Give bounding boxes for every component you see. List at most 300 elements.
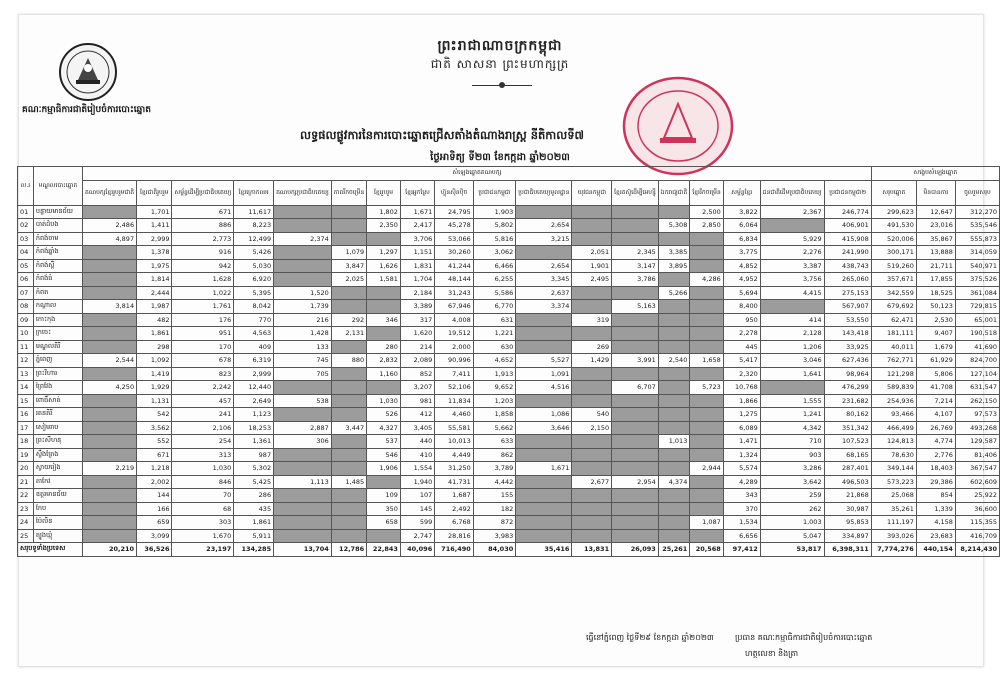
vote-cell: 2,850 (690, 219, 723, 233)
shaded-cell (658, 408, 690, 422)
vote-cell: 852 (400, 367, 434, 381)
vote-cell: 3,345 (516, 273, 572, 287)
shaded-cell (612, 435, 659, 449)
vote-cell: 18,403 (916, 462, 955, 476)
col-header-total-3: ចូលរួមសរុប (955, 180, 999, 205)
shaded-cell (516, 448, 572, 462)
vote-cell: 519,260 (871, 259, 916, 273)
shaded-cell (612, 219, 659, 233)
vote-cell: 4,107 (916, 408, 955, 422)
shaded-cell (572, 394, 612, 408)
vote-cell: 440 (400, 435, 434, 449)
shaded-cell (658, 205, 690, 219)
shaded-cell (367, 529, 401, 543)
row-number: 24 (18, 516, 34, 530)
table-row (18, 394, 1000, 408)
row-number: 11 (18, 340, 34, 354)
row-number: 25 (18, 529, 34, 543)
vote-cell: 1,022 (172, 286, 234, 300)
vote-cell: 286 (234, 489, 274, 503)
table-row (18, 273, 1000, 287)
vote-cell: 2,999 (234, 367, 274, 381)
vote-cell: 280 (367, 340, 401, 354)
vote-cell: 1,555 (760, 394, 824, 408)
vote-cell: 6,707 (612, 381, 659, 395)
total-cell: 23,197 (172, 543, 234, 557)
vote-cell: 214 (400, 340, 434, 354)
vote-cell: 2,999 (137, 232, 172, 246)
vote-cell: 2,350 (367, 219, 401, 233)
shaded-cell (331, 448, 366, 462)
shaded-cell (658, 232, 690, 246)
vote-cell: 121,298 (871, 367, 916, 381)
vote-cell: 6,466 (473, 259, 515, 273)
vote-cell: 41,731 (435, 475, 474, 489)
vote-cell: 630 (473, 340, 515, 354)
vote-cell: 457 (172, 394, 234, 408)
vote-cell: 659 (137, 516, 172, 530)
vote-cell: 2,747 (400, 529, 434, 543)
shaded-cell (367, 381, 401, 395)
shaded-cell (612, 529, 659, 543)
table-row (18, 489, 1000, 503)
province-name: ឧត្តរមានជ័យ (33, 489, 82, 503)
vote-cell: 26,769 (916, 421, 955, 435)
shaded-cell (274, 273, 332, 287)
shaded-cell (331, 462, 366, 476)
shaded-cell (658, 448, 690, 462)
vote-cell: 493,268 (955, 421, 999, 435)
shaded-cell (82, 421, 136, 435)
kingdom-heading: ព្រះរាជាណាចក្រកម្ពុជា (437, 38, 563, 54)
table-row (18, 232, 1000, 246)
vote-cell: 4,008 (435, 313, 474, 327)
row-number: 02 (18, 219, 34, 233)
vote-cell: 496,503 (824, 475, 871, 489)
province-name: តាកែវ (33, 475, 82, 489)
table-total-row (18, 543, 1000, 557)
vote-cell: 987 (234, 448, 274, 462)
shaded-cell (572, 232, 612, 246)
vote-cell: 2,131 (331, 327, 366, 341)
vote-cell: 4,652 (473, 354, 515, 368)
row-number: 05 (18, 259, 34, 273)
shaded-cell (690, 327, 723, 341)
row-number: 14 (18, 381, 34, 395)
vote-cell: 2,219 (82, 462, 136, 476)
vote-cell: 466,499 (871, 421, 916, 435)
vote-cell: 1,203 (473, 394, 515, 408)
shaded-cell (572, 300, 612, 314)
shaded-cell (274, 408, 332, 422)
vote-cell: 3,046 (760, 354, 824, 368)
vote-cell: 3,814 (82, 300, 136, 314)
row-number: 21 (18, 475, 34, 489)
shaded-cell (516, 340, 572, 354)
vote-cell: 872 (473, 516, 515, 530)
total-cell: 25,261 (658, 543, 690, 557)
vote-cell: 3,215 (516, 232, 572, 246)
vote-cell: 5,527 (516, 354, 572, 368)
vote-cell: 361,084 (955, 286, 999, 300)
vote-cell: 254,936 (871, 394, 916, 408)
vote-cell: 862 (473, 448, 515, 462)
row-number: 23 (18, 502, 34, 516)
vote-cell: 145 (400, 502, 434, 516)
total-cell: 134,285 (234, 543, 274, 557)
vote-cell: 3,447 (331, 421, 366, 435)
vote-cell: 770 (234, 313, 274, 327)
shaded-cell (690, 286, 723, 300)
col-header-party-16: សម្ព័ន្ធខ្មែរ (723, 180, 760, 205)
vote-cell: 4,342 (760, 421, 824, 435)
shaded-cell (331, 408, 366, 422)
table-row (18, 205, 1000, 219)
vote-cell: 1,113 (274, 475, 332, 489)
vote-cell: 5,266 (658, 286, 690, 300)
shaded-cell (274, 448, 332, 462)
vote-cell: 1,378 (137, 246, 172, 260)
vote-cell: 23,016 (916, 219, 955, 233)
vote-cell: 10,013 (435, 435, 474, 449)
vote-cell: 4,897 (82, 232, 136, 246)
total-cell: 20,568 (690, 543, 723, 557)
vote-cell: 317 (400, 313, 434, 327)
shaded-cell (572, 516, 612, 530)
shaded-cell (572, 205, 612, 219)
footer-place-date: ធ្វើនៅភ្នំពេញ ថ្ងៃទី២៩ ខែកក្កដា ឆ្នាំ២០២៣ (586, 633, 714, 642)
table-row (18, 327, 1000, 341)
vote-cell: 155 (473, 489, 515, 503)
vote-cell: 109 (367, 489, 401, 503)
vote-cell: 1,671 (516, 462, 572, 476)
vote-cell: 538 (274, 394, 332, 408)
vote-cell: 1,131 (137, 394, 172, 408)
vote-cell: 1,802 (367, 205, 401, 219)
vote-cell: 631,547 (955, 381, 999, 395)
shaded-cell (82, 529, 136, 543)
shaded-cell (516, 475, 572, 489)
province-name: ព្រះសីហនុ (33, 435, 82, 449)
shaded-cell (612, 232, 659, 246)
shaded-cell (658, 367, 690, 381)
shaded-cell (82, 489, 136, 503)
vote-cell: 1,671 (400, 205, 434, 219)
shaded-cell (516, 502, 572, 516)
vote-cell: 7,214 (916, 394, 955, 408)
vote-cell: 2,276 (760, 246, 824, 260)
vote-cell: 4,442 (473, 475, 515, 489)
shaded-cell (612, 516, 659, 530)
vote-cell: 5,694 (723, 286, 760, 300)
total-cell: 35,416 (516, 543, 572, 557)
table-row (18, 340, 1000, 354)
vote-cell: 50,123 (916, 300, 955, 314)
vote-cell: 5,395 (234, 286, 274, 300)
vote-cell: 2,776 (916, 448, 955, 462)
vote-cell: 1,485 (331, 475, 366, 489)
shaded-cell (612, 462, 659, 476)
vote-cell: 1,987 (137, 300, 172, 314)
vote-cell: 144 (137, 489, 172, 503)
vote-cell: 292 (331, 313, 366, 327)
shaded-cell (572, 367, 612, 381)
vote-cell: 2,832 (367, 354, 401, 368)
vote-cell: 602,609 (955, 475, 999, 489)
vote-cell: 2,495 (572, 273, 612, 287)
table-row (18, 421, 1000, 435)
table-row (18, 313, 1000, 327)
row-number: 04 (18, 246, 34, 260)
vote-cell: 1,086 (516, 408, 572, 422)
vote-cell: 445 (723, 340, 760, 354)
table-row (18, 435, 1000, 449)
motto-ornament (472, 84, 532, 88)
vote-cell: 25,922 (955, 489, 999, 503)
shaded-cell (612, 448, 659, 462)
vote-cell: 745 (274, 354, 332, 368)
vote-cell: 62,471 (871, 313, 916, 327)
vote-cell: 5,047 (760, 529, 824, 543)
vote-cell: 950 (723, 313, 760, 327)
vote-cell: 8,400 (723, 300, 760, 314)
shaded-cell (612, 394, 659, 408)
vote-cell: 2,150 (572, 421, 612, 435)
shaded-cell (690, 408, 723, 422)
table-row (18, 286, 1000, 300)
row-number: 06 (18, 273, 34, 287)
vote-cell: 1,913 (473, 367, 515, 381)
vote-cell: 1,428 (274, 327, 332, 341)
organization-name: គណៈកម្មាធិការជាតិរៀបចំការបោះឆ្នោត (22, 105, 151, 115)
vote-cell: 4,374 (658, 475, 690, 489)
vote-cell: 12,440 (234, 381, 274, 395)
shaded-cell (274, 246, 332, 260)
vote-cell: 133 (274, 340, 332, 354)
vote-cell: 1,929 (137, 381, 172, 395)
vote-cell: 19,512 (435, 327, 474, 341)
vote-cell: 17,855 (916, 273, 955, 287)
vote-cell: 631 (473, 313, 515, 327)
shaded-cell (690, 340, 723, 354)
vote-cell: 6,834 (723, 232, 760, 246)
shaded-cell (516, 489, 572, 503)
vote-cell: 567,907 (824, 300, 871, 314)
vote-cell: 349,144 (871, 462, 916, 476)
vote-cell: 2,106 (172, 421, 234, 435)
vote-cell: 393,026 (871, 529, 916, 543)
shaded-cell (612, 313, 659, 327)
vote-cell: 942 (172, 259, 234, 273)
vote-cell: 1,091 (516, 367, 572, 381)
vote-cell: 2,025 (331, 273, 366, 287)
vote-cell: 1,297 (367, 246, 401, 260)
vote-cell: 3,756 (760, 273, 824, 287)
vote-cell: 1,901 (572, 259, 612, 273)
vote-cell: 1,858 (473, 408, 515, 422)
shaded-cell (572, 327, 612, 341)
vote-cell: 6,255 (473, 273, 515, 287)
vote-cell: 48,144 (435, 273, 474, 287)
vote-cell: 762,771 (871, 354, 916, 368)
vote-cell: 306 (274, 435, 332, 449)
shaded-cell (612, 367, 659, 381)
shaded-cell (274, 462, 332, 476)
vote-cell: 21,868 (824, 489, 871, 503)
vote-cell: 23,683 (916, 529, 955, 543)
document-title: លទ្ធផលផ្លូវការនៃការបោះឆ្នោតជ្រើសតាំងតំណាងរាស្ត្រ នីតិកាលទី៧ (300, 128, 584, 142)
vote-cell: 350 (367, 502, 401, 516)
vote-cell: 41,690 (955, 340, 999, 354)
vote-cell: 2,051 (572, 246, 612, 260)
vote-cell: 5,417 (723, 354, 760, 368)
table-row (18, 259, 1000, 273)
vote-cell: 231,682 (824, 394, 871, 408)
vote-cell: 4,774 (916, 435, 955, 449)
shaded-cell (82, 246, 136, 260)
header-row-group (18, 167, 1000, 181)
shaded-cell (690, 313, 723, 327)
total-cell: 84,030 (473, 543, 515, 557)
vote-cell: 1,975 (137, 259, 172, 273)
vote-cell: 4,952 (723, 273, 760, 287)
vote-cell: 710 (760, 435, 824, 449)
vote-cell: 1,831 (400, 259, 434, 273)
vote-cell: 1,471 (723, 435, 760, 449)
vote-cell: 53,066 (435, 232, 474, 246)
vote-cell: 300,171 (871, 246, 916, 260)
province-name: ព្រះវិហារ (33, 367, 82, 381)
shaded-cell (331, 394, 366, 408)
vote-cell: 28,816 (435, 529, 474, 543)
row-number: 03 (18, 232, 34, 246)
vote-cell: 679,692 (871, 300, 916, 314)
total-cell: 53,817 (760, 543, 824, 557)
table-row (18, 448, 1000, 462)
shaded-cell (331, 381, 366, 395)
vote-cell: 343 (723, 489, 760, 503)
vote-cell: 705 (274, 367, 332, 381)
vote-cell: 3,405 (400, 421, 434, 435)
col-header-party-3: សម្ព័ន្ធដើម្បីប្រជាធិបតេយ្យ (172, 180, 234, 205)
shaded-cell (658, 313, 690, 327)
vote-cell: 1,123 (234, 408, 274, 422)
vote-cell: 2,374 (274, 232, 332, 246)
table-row (18, 475, 1000, 489)
total-cell: 40,096 (400, 543, 434, 557)
shaded-cell (760, 381, 824, 395)
shaded-cell (82, 259, 136, 273)
province-name: ព្រៃវែង (33, 381, 82, 395)
total-cell: 26,093 (612, 543, 659, 557)
col-header-party-1: គណបក្សខ្មែររួបរួមជាតិ (82, 180, 136, 205)
vote-cell: 45,278 (435, 219, 474, 233)
total-label: សរុបទូទាំងប្រទេស (18, 543, 83, 557)
vote-cell: 127,104 (955, 367, 999, 381)
vote-cell: 9,407 (916, 327, 955, 341)
vote-cell: 886 (172, 219, 234, 233)
vote-cell: 2,544 (82, 354, 136, 368)
shaded-cell (572, 435, 612, 449)
shaded-cell (690, 489, 723, 503)
shaded-cell (690, 259, 723, 273)
vote-cell: 555,873 (955, 232, 999, 246)
vote-cell: 406,901 (824, 219, 871, 233)
total-cell: 6,398,311 (824, 543, 871, 557)
shaded-cell (82, 340, 136, 354)
col-header-party-12: យុវជនកម្ពុជា (572, 180, 612, 205)
shaded-cell (331, 516, 366, 530)
province-name: ក្រចេះ (33, 327, 82, 341)
vote-cell: 1,151 (400, 246, 434, 260)
total-cell: 440,154 (916, 543, 955, 557)
vote-cell: 3,147 (612, 259, 659, 273)
shaded-cell (82, 367, 136, 381)
vote-cell: 93,466 (871, 408, 916, 422)
province-name: ត្បូងឃ្មុំ (33, 529, 82, 543)
vote-cell: 573,223 (871, 475, 916, 489)
vote-cell: 303 (172, 516, 234, 530)
vote-cell: 97,573 (955, 408, 999, 422)
shaded-cell (690, 502, 723, 516)
vote-cell: 262,150 (955, 394, 999, 408)
shaded-cell (612, 408, 659, 422)
vote-cell: 671 (172, 205, 234, 219)
vote-cell: 526 (367, 408, 401, 422)
vote-cell: 107,523 (824, 435, 871, 449)
vote-cell: 1,861 (137, 327, 172, 341)
shaded-cell (690, 394, 723, 408)
vote-cell: 4,852 (723, 259, 760, 273)
vote-cell: 903 (760, 448, 824, 462)
vote-cell: 1,221 (473, 327, 515, 341)
vote-cell: 4,449 (435, 448, 474, 462)
vote-cell: 40,011 (871, 340, 916, 354)
vote-cell: 1,030 (172, 462, 234, 476)
vote-cell: 2,654 (516, 259, 572, 273)
vote-cell: 6,089 (723, 421, 760, 435)
province-name: កំពង់ស្ពឺ (33, 259, 82, 273)
total-cell: 8,214,430 (955, 543, 999, 557)
total-cell: 22,843 (367, 543, 401, 557)
vote-cell: 435 (234, 502, 274, 516)
shaded-cell (82, 475, 136, 489)
vote-cell: 254 (172, 435, 234, 449)
vote-cell: 678 (172, 354, 234, 368)
shaded-cell (516, 516, 572, 530)
vote-cell: 115,355 (955, 516, 999, 530)
shaded-cell (331, 489, 366, 503)
vote-cell: 68 (172, 502, 234, 516)
row-number: 01 (18, 205, 34, 219)
shaded-cell (82, 273, 136, 287)
vote-cell: 3,895 (658, 259, 690, 273)
shaded-cell (274, 381, 332, 395)
vote-cell: 98,964 (824, 367, 871, 381)
vote-cell: 4,289 (723, 475, 760, 489)
vote-cell: 275,153 (824, 286, 871, 300)
vote-cell: 11,834 (435, 394, 474, 408)
shaded-cell (612, 205, 659, 219)
province-name: ស្វាយរៀង (33, 462, 82, 476)
vote-cell: 981 (400, 394, 434, 408)
vote-cell: 414 (760, 313, 824, 327)
vote-cell: 1,241 (760, 408, 824, 422)
vote-cell: 35,261 (871, 502, 916, 516)
vote-cell: 5,662 (473, 421, 515, 435)
row-number: 10 (18, 327, 34, 341)
col-header-total-1: សរុបឆ្នោត (871, 180, 916, 205)
